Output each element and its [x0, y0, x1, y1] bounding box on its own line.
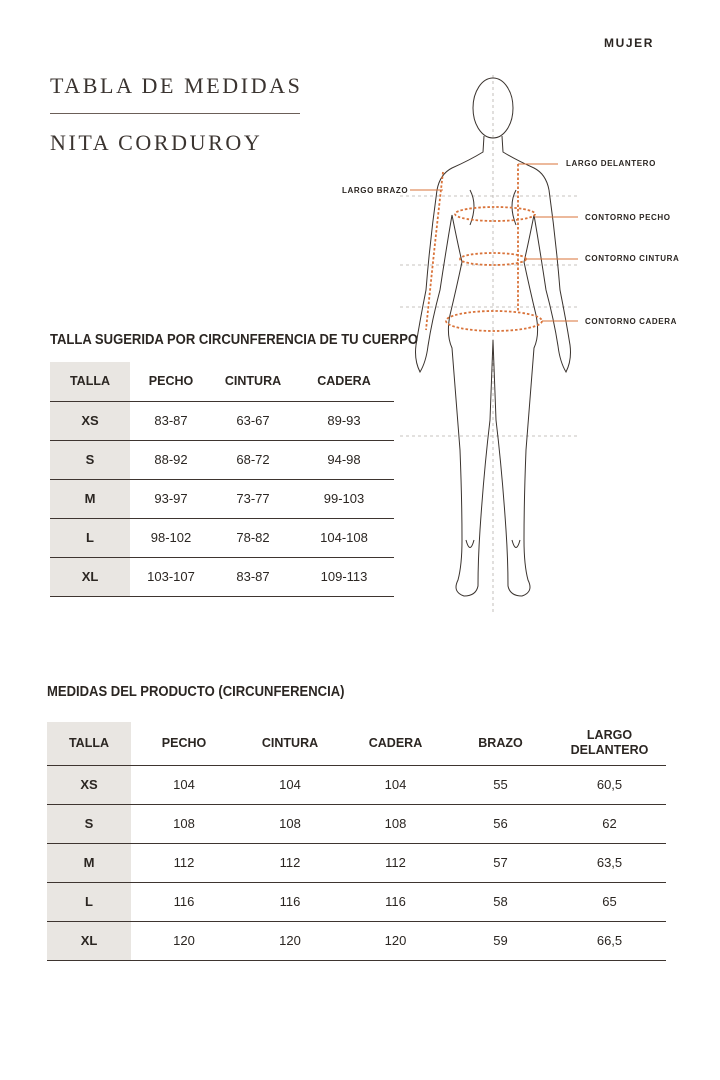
table-cell: 109-113 [320, 569, 368, 584]
title-divider [50, 113, 300, 114]
table-cell: 65 [602, 894, 617, 909]
table-cell: 62 [602, 816, 617, 831]
table-header-row [47, 722, 666, 765]
table-row [50, 401, 394, 440]
label-contorno-pecho: CONTORNO PECHO [585, 213, 671, 222]
table-cell: 73-77 [236, 491, 270, 506]
product-measurements-table [47, 722, 666, 961]
header-brazo: BRAZO [478, 736, 523, 751]
table-cell: 120 [279, 933, 301, 948]
table-row [50, 518, 394, 557]
table-cell: 104 [384, 777, 407, 792]
guide-lines [400, 75, 580, 615]
table-cell: 58 [493, 894, 508, 909]
header-cintura: CINTURA [261, 736, 319, 751]
table-cell: 93-97 [154, 491, 188, 506]
label-contorno-cintura: CONTORNO CINTURA [585, 254, 680, 263]
cell-size: XL [50, 557, 130, 596]
table-cell: 83-87 [154, 413, 188, 428]
table-row [50, 479, 394, 518]
body-table-title: TALLA SUGERIDA POR CIRCUNFERENCIA DE TU CUERPO [50, 332, 419, 348]
body-size-table [50, 362, 394, 597]
cell-size: M [47, 843, 131, 882]
cell-size: M [50, 479, 130, 518]
measurement-lines [426, 164, 542, 331]
table-cell: 98-102 [150, 530, 192, 545]
table-row [47, 843, 666, 882]
cell-size: L [50, 518, 130, 557]
table-cell: 104-108 [320, 530, 368, 545]
cell-size: XS [50, 401, 130, 440]
table-cell: 108 [173, 816, 195, 831]
table-cell: 83-87 [236, 569, 270, 584]
label-largo-brazo: LARGO BRAZO [342, 186, 409, 195]
table-cell: 103-107 [147, 569, 195, 584]
table-cell: 94-98 [327, 452, 361, 467]
table-row [50, 440, 394, 479]
table-row [47, 765, 666, 804]
cell-size: S [50, 440, 130, 479]
table-cell: 99-103 [323, 491, 365, 506]
product-table-title: MEDIDAS DEL PRODUCTO (CIRCUNFERENCIA) [47, 684, 345, 700]
table-cell: 120 [173, 933, 195, 948]
cell-size: XS [47, 765, 131, 804]
cell-size: XL [47, 921, 131, 960]
table-cell: 63,5 [596, 855, 623, 870]
table-cell: 55 [493, 777, 508, 792]
label-leaders [410, 164, 578, 321]
header-largo-line: LARGO [586, 728, 633, 743]
chest-measurement-line [455, 207, 535, 221]
header-cadera: CADERA [368, 736, 423, 751]
category-label: MUJER [604, 36, 655, 50]
table-row [47, 882, 666, 921]
header-delantero-line: DELANTERO [570, 743, 649, 758]
hip-measurement-line [446, 311, 542, 331]
table-cell: 112 [279, 855, 301, 870]
table-cell: 104 [173, 777, 195, 792]
arm-measurement-line [426, 172, 443, 330]
table-cell: 116 [385, 894, 406, 909]
header-pecho: PECHO [148, 374, 194, 389]
header-cadera: CADERA [317, 374, 371, 389]
table-row [47, 804, 666, 843]
product-name: NITA CORDUROY [50, 130, 263, 155]
table-cell: 59 [493, 933, 508, 948]
table-cell: 57 [493, 855, 508, 870]
table-cell: 104 [279, 777, 301, 792]
table-cell: 68-72 [236, 452, 270, 467]
table-cell: 60,5 [596, 777, 623, 792]
header-largo-delantero [553, 722, 666, 765]
table-cell: 56 [493, 816, 508, 831]
table-cell: 88-92 [154, 452, 188, 467]
table-header-row [50, 362, 394, 401]
table-cell: 116 [173, 894, 195, 909]
table-cell: 112 [385, 855, 406, 870]
cell-size: L [47, 882, 131, 921]
header-pecho: PECHO [161, 736, 207, 751]
table-cell: 108 [384, 816, 407, 831]
header-cintura: CINTURA [224, 374, 282, 389]
header-talla: TALLA [47, 722, 131, 765]
table-cell: 108 [279, 816, 301, 831]
table-cell: 116 [279, 894, 301, 909]
table-cell: 78-82 [236, 530, 270, 545]
header-talla: TALLA [50, 362, 130, 401]
page-title: TABLA DE MEDIDAS [50, 73, 303, 98]
cell-size: S [47, 804, 131, 843]
table-cell: 112 [173, 855, 195, 870]
table-row [47, 921, 666, 960]
label-largo-delantero: LARGO DELANTERO [566, 159, 656, 168]
table-cell: 89-93 [327, 413, 361, 428]
table-cell: 120 [384, 933, 407, 948]
label-contorno-cadera: CONTORNO CADERA [585, 317, 677, 326]
table-cell: 66,5 [596, 933, 623, 948]
table-row [50, 557, 394, 596]
table-cell: 63-67 [236, 413, 270, 428]
